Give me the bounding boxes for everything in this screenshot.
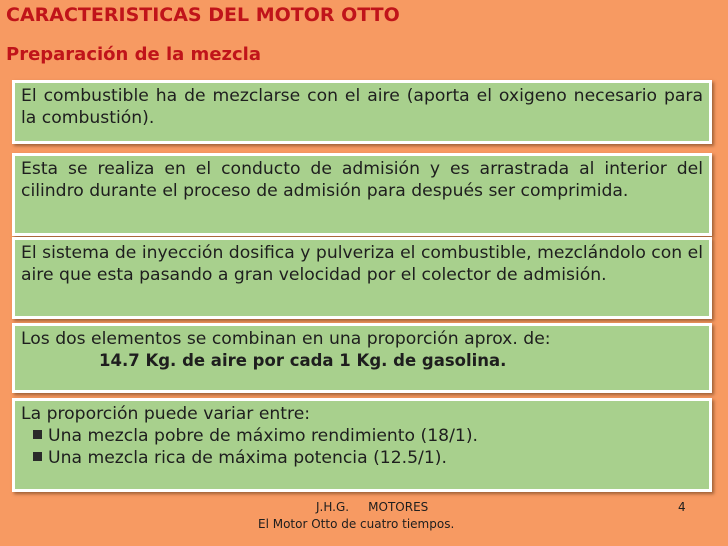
box-text: El sistema de inyección dosifica y pulveriza el combustible, mezclándolo con el aire que esta pasando a gran velocidad por el colector de admisión. <box>21 243 703 285</box>
text-box-ratio <box>12 323 712 393</box>
box-text: La proporción puede variar entre: <box>21 404 311 424</box>
list-item <box>21 425 703 447</box>
list-item-text: Una mezcla rica de máxima potencia (12.5/1). <box>48 448 447 468</box>
slide-title: CARACTERISTICAS DEL MOTOR OTTO <box>6 4 400 26</box>
slide-subtitle: Preparación de la mezcla <box>6 44 261 65</box>
list-item-text: Una mezcla pobre de máximo rendimiento (18/1). <box>48 426 478 446</box>
footer-course: MOTORES <box>368 500 429 514</box>
box-text: Esta se realiza en el conducto de admisión y es arrastrada al interior del cilindro durante el proceso de admisión para después ser comprimida. <box>21 159 703 201</box>
box-text: Los dos elementos se combinan en una proporción aprox. de: <box>21 329 551 349</box>
text-box-mixing <box>12 80 712 144</box>
text-box-variation <box>12 398 712 492</box>
page-number: 4 <box>678 500 686 514</box>
text-box-injection <box>12 237 712 319</box>
square-bullet-icon <box>33 452 42 461</box>
box-text: El combustible ha de mezclarse con el aire (aporta el oxigeno necesario para la combustión). <box>21 86 703 128</box>
text-box-intake <box>12 153 712 236</box>
list-item <box>21 447 703 469</box>
footer-author: J.H.G. <box>316 500 350 514</box>
footer-credit <box>316 500 428 514</box>
square-bullet-icon <box>33 430 42 439</box>
footer-subtitle: El Motor Otto de cuatro tiempos. <box>258 517 455 531</box>
ratio-emphasis: 14.7 Kg. de aire por cada 1 Kg. de gasolina. <box>99 351 507 370</box>
